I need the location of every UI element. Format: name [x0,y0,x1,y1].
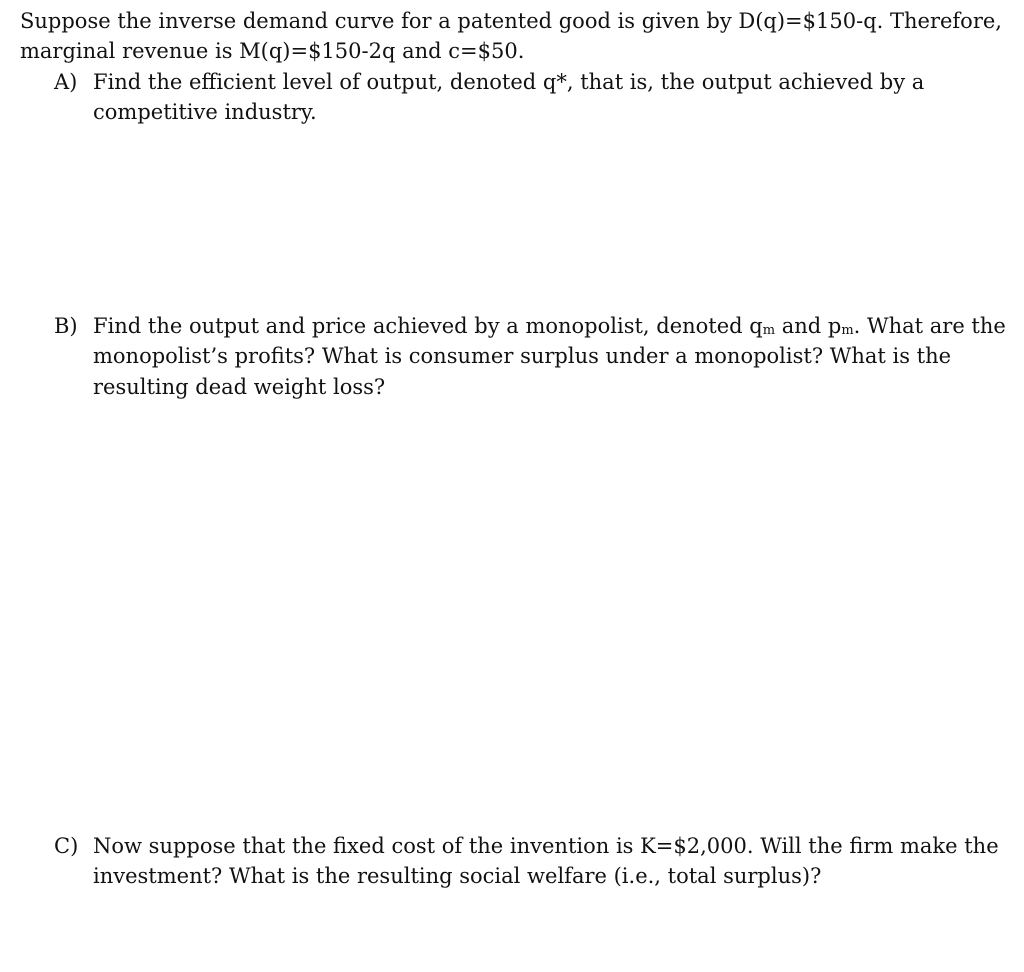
part-b-line-2: monopolist’s profits? What is consumer surplus under a monopolist? What is the [93,344,952,368]
part-c-label: C) [54,834,79,858]
part-a-label: A) [54,70,78,94]
part-a-line-1: Find the efficient level of output, denoted q*, that is, the output achieved by a [93,70,925,94]
part-b-text-c: . What are the [853,314,1006,338]
q-subscript: m [762,323,776,338]
part-b-line-3: resulting dead weight loss? [93,375,386,399]
part-b-text-b: and p [775,314,842,338]
part-a-line-2: competitive industry. [93,100,317,124]
part-c-line-2: investment? What is the resulting social welfare (i.e., total surplus)? [93,864,822,888]
part-c-line-1: Now suppose that the fixed cost of the invention is K=$2,000. Will the firm make the [93,834,999,858]
part-b-text-a: Find the output and price achieved by a monopolist, denoted q [93,314,763,338]
intro-line-1: Suppose the inverse demand curve for a patented good is given by D(q)=$150-q. Therefore, [20,9,1002,33]
part-b-label: B) [54,314,78,338]
intro-line-2: marginal revenue is M(q)=$150-2q and c=$50. [20,39,525,63]
p-subscript: m [841,323,854,338]
